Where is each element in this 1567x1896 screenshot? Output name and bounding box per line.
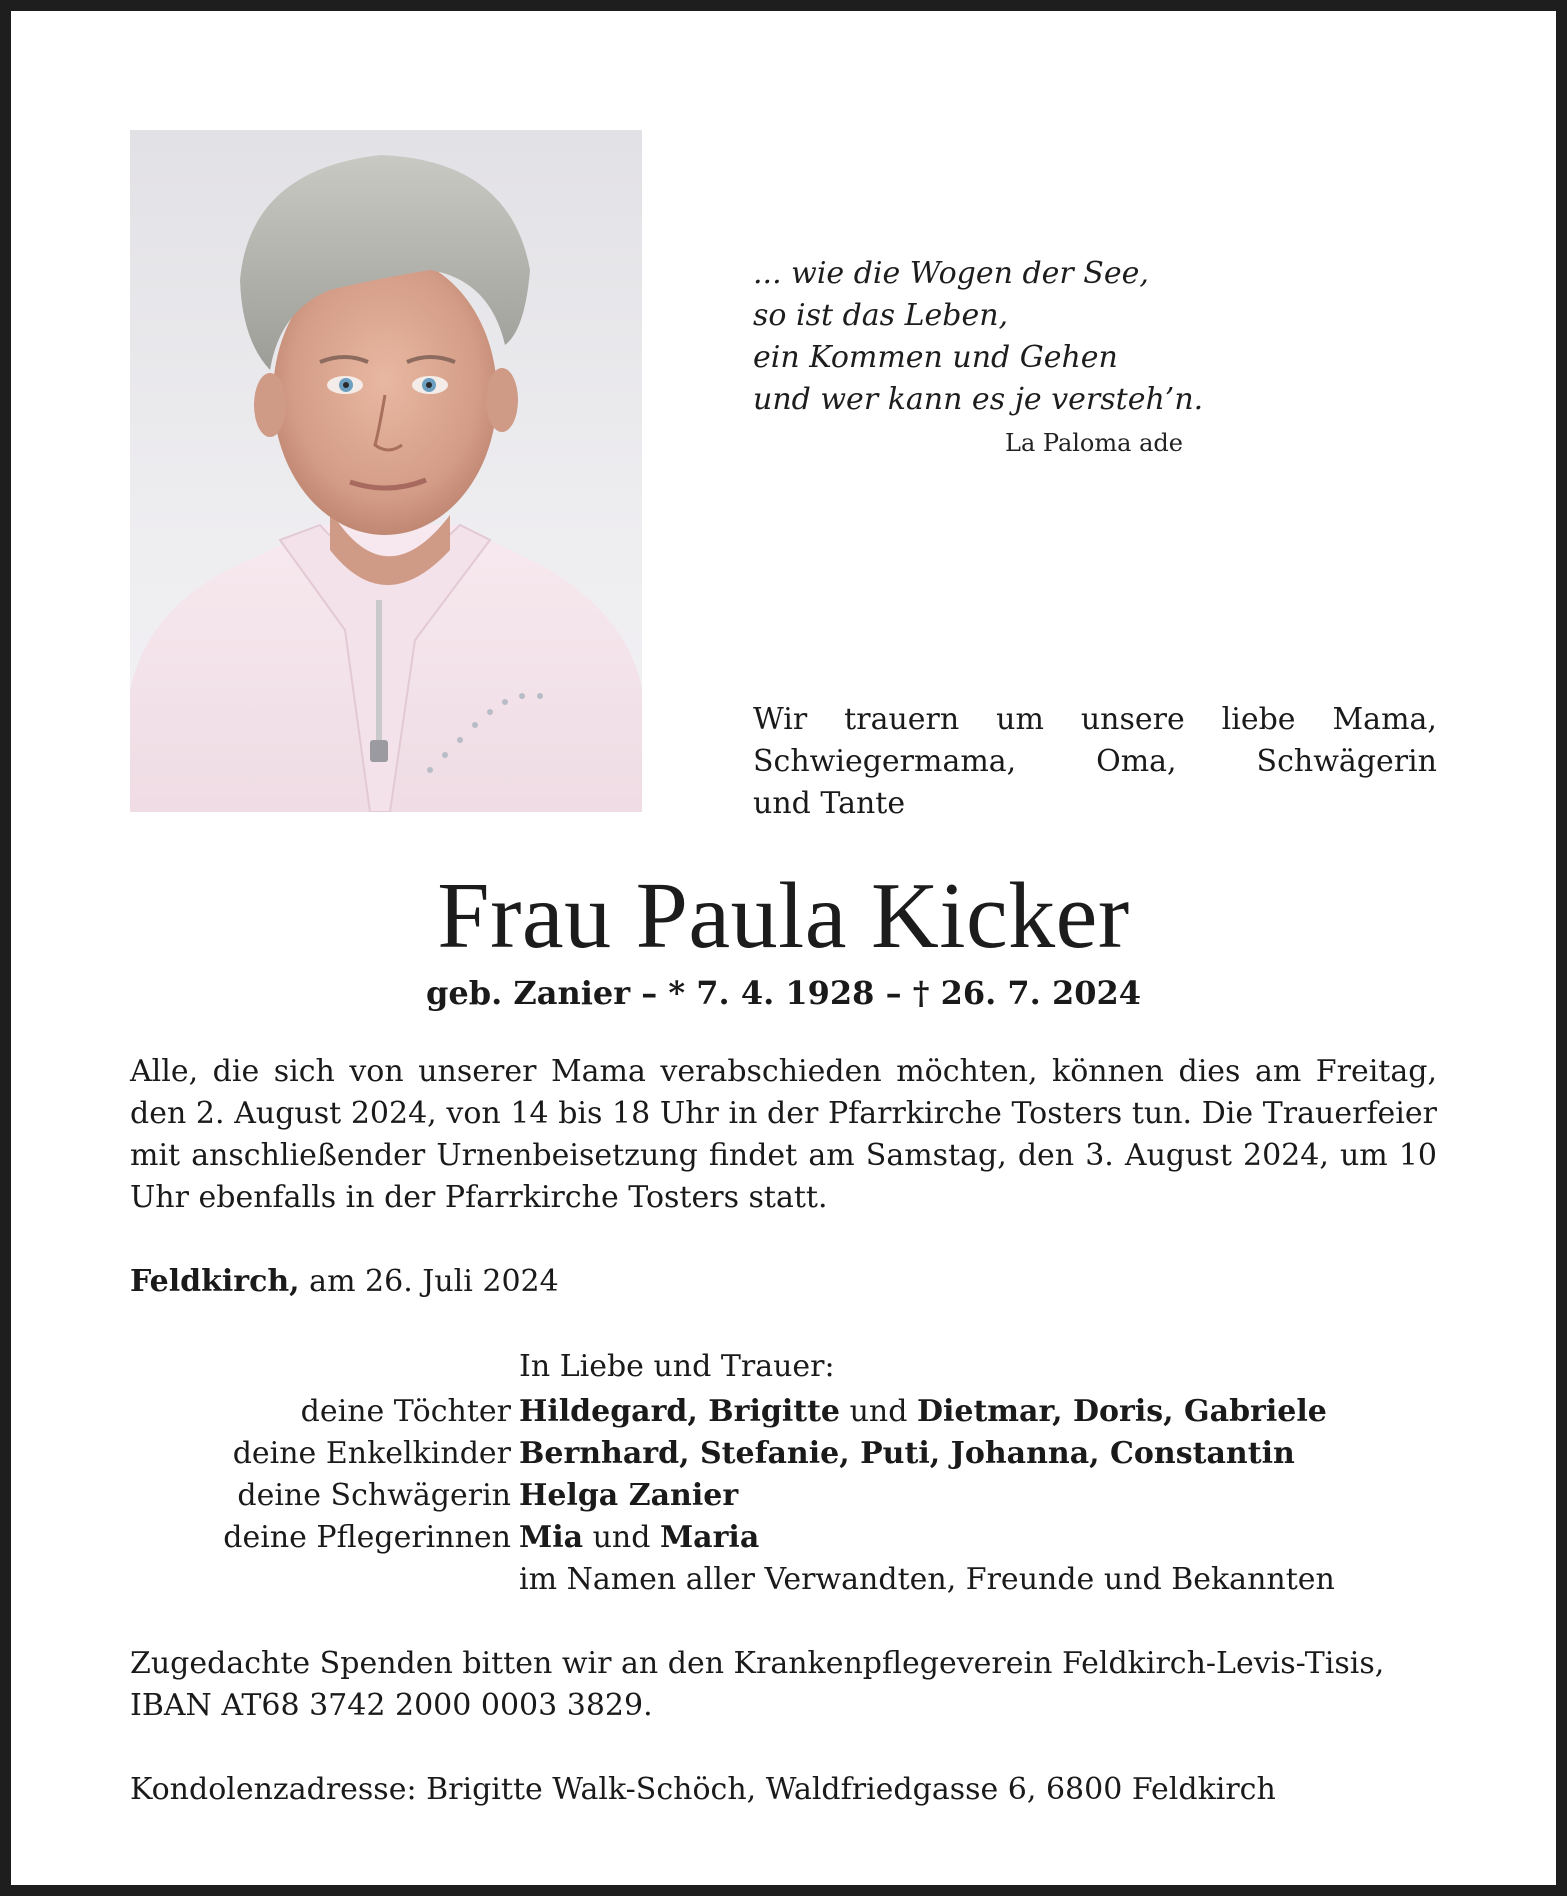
quote-line: und wer kann es je versteh’n.: [753, 382, 1204, 417]
family-row: [130, 1433, 1437, 1475]
family-role: deine Schwägerin: [237, 1478, 511, 1513]
date-text: am 26. Juli 2024: [299, 1264, 559, 1299]
family-list: [130, 1391, 1437, 1559]
family-names: [519, 1391, 1327, 1433]
mourning-word: unsere: [1080, 702, 1185, 737]
mourning-word: Schwiegermama,: [753, 744, 1017, 779]
condolence-address: Kondolenzadresse: Brigitte Walk-Schöch, Waldfriedgasse 6, 6800 Feldkirch: [130, 1772, 1276, 1807]
deceased-name: Frau Paula Kicker: [437, 864, 1130, 968]
birth-death-dates: geb. Zanier – * 7. 4. 1928 – † 26. 7. 2024: [425, 974, 1141, 1012]
names-bold: Bernhard, Stefanie, Puti, Johanna, Constantin: [519, 1436, 1295, 1471]
names-bold: Mia: [519, 1520, 584, 1555]
quote-line: so ist das Leben,: [753, 298, 1009, 333]
names-bold: Dietmar, Doris, Gabriele: [916, 1394, 1327, 1429]
family-names: [519, 1517, 759, 1559]
mourning-line-2: [753, 741, 1437, 783]
donation-note: Zugedachte Spenden bitten wir an den Krankenpflegeverein Feldkirch-Levis-Tisis, IBAN AT68 3742 2000 0003 3829.: [130, 1646, 1385, 1723]
names-bold: Maria: [659, 1520, 760, 1555]
place-name: Feldkirch,: [130, 1264, 300, 1299]
connector: und: [583, 1520, 660, 1555]
portrait-illustration: [130, 130, 642, 812]
family-row: [130, 1475, 1437, 1517]
family-role: deine Pflegerinnen: [223, 1520, 511, 1555]
mourning-text: [753, 699, 1437, 825]
family-row: [130, 1517, 1437, 1559]
family-names: [519, 1433, 1295, 1475]
place-date: [130, 1261, 559, 1303]
family-role: deine Töchter: [300, 1394, 511, 1429]
portrait-photo: [130, 130, 642, 812]
mourning-word: Wir: [753, 702, 808, 737]
family-closing: im Namen aller Verwandten, Freunde und Bekannten: [519, 1562, 1335, 1597]
quote-line: ein Kommen und Gehen: [753, 340, 1118, 375]
mourning-word: liebe: [1221, 702, 1296, 737]
mourning-word: um: [996, 702, 1044, 737]
farewell-announcement: Alle, die sich von unserer Mama verabschieden möchten, können dies am Freitag, den 2. August 2024, von 14 bis 18 Uhr in der Pfarrkirche Tosters tun. Die Trauerfeier mit anschließender Urnenbeisetzung findet am Samstag, den 3. August 2024, um 10 Uhr ebenfalls in der Pfarrkirche Tosters statt.: [130, 1054, 1437, 1215]
quote-block: [753, 253, 1203, 421]
quote-source: La Paloma ade: [1005, 429, 1183, 457]
mourning-word: Oma,: [1096, 744, 1177, 779]
obituary-page: [11, 11, 1556, 1885]
family-intro: In Liebe und Trauer:: [519, 1349, 835, 1384]
family-role: deine Enkelkinder: [232, 1436, 511, 1471]
mourning-line-1: [753, 699, 1437, 741]
family-names: [519, 1475, 738, 1517]
connector: und: [840, 1394, 917, 1429]
mourning-word: trauern: [844, 702, 960, 737]
names-bold: Helga Zanier: [519, 1478, 739, 1513]
names-bold: Hildegard, Brigitte: [519, 1394, 841, 1429]
mourning-word: Mama,: [1332, 702, 1437, 737]
family-row: [130, 1391, 1437, 1433]
quote-line: ... wie die Wogen der See,: [753, 256, 1149, 291]
mourning-word: Schwägerin: [1256, 744, 1437, 779]
mourning-line-3: und Tante: [753, 786, 906, 821]
